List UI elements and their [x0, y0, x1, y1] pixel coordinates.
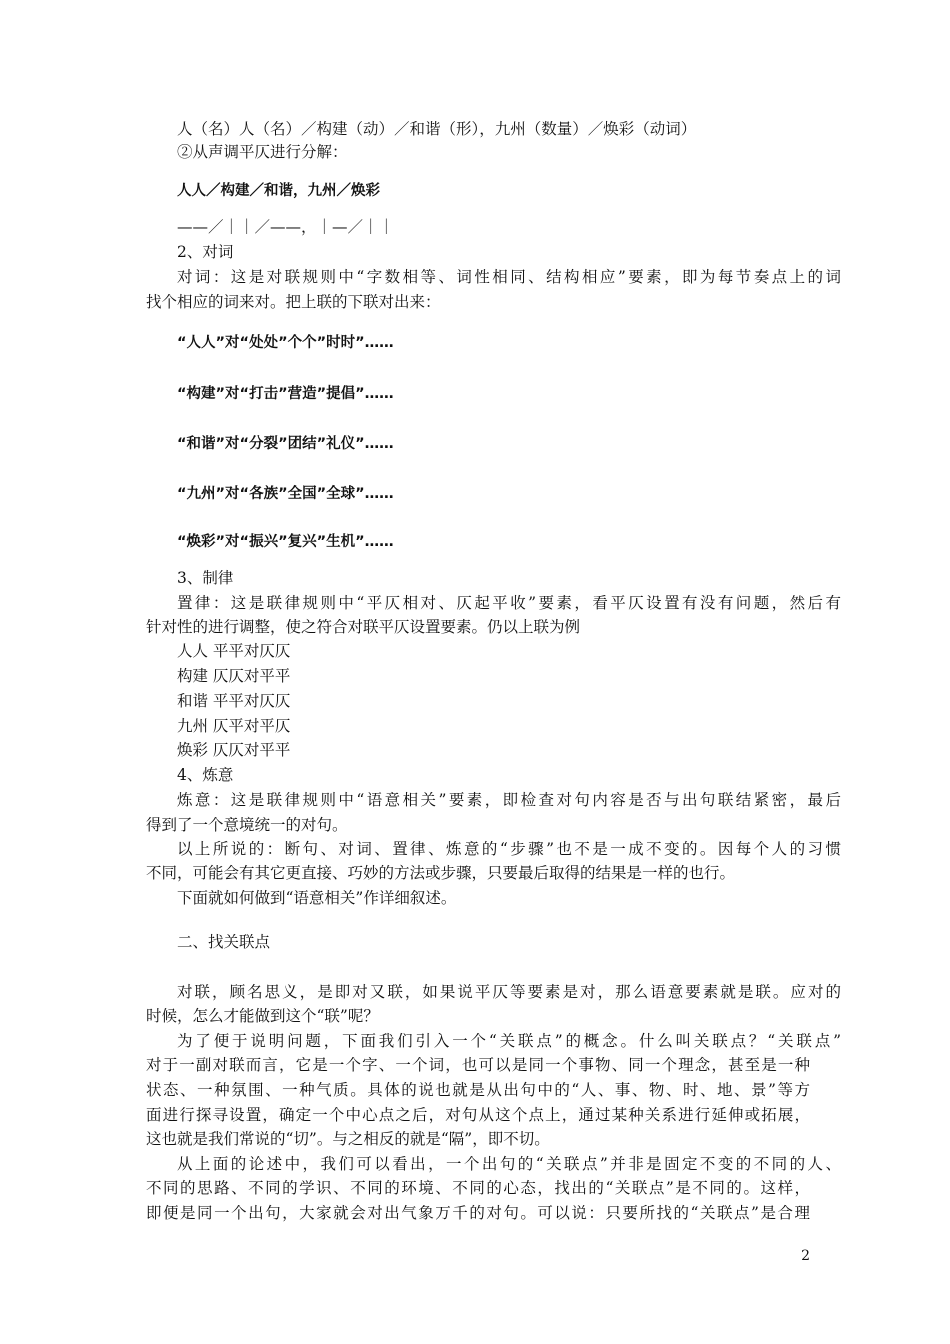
- text-line: 不同的思路、不同的学识、不同的环境、不同的心态，找出的“关联点”是不同的。这样，: [146, 1179, 810, 1197]
- bold-text-line: “焕彩”对“振兴”复兴”生机”……: [177, 534, 394, 550]
- bold-text-line: “构建”对“打击”营造”提倡”……: [177, 386, 394, 402]
- text-line: 对词：这是对联规则中“字数相等、词性相同、结构相应”要素，即为每节奏点上的词: [177, 268, 841, 286]
- text-line: 为了便于说明问题，下面我们引入一个“关联点”的概念。什么叫关联点？“关联点”: [177, 1032, 841, 1050]
- text-line: 从上面的论述中，我们可以看出，一个出句的“关联点”并非是固定不变的不同的人、: [177, 1155, 841, 1173]
- text-line: 人人 平平对仄仄: [177, 642, 291, 660]
- text-line: 对联，顾名思义，是即对又联，如果说平仄等要素是对，那么语意要素就是联。应对的: [177, 983, 841, 1001]
- text-line: 得到了一个意境统一的对句。: [146, 816, 348, 834]
- bold-text-line: “人人”对“处处”个个”时时”……: [177, 335, 394, 351]
- text-line: 构建 仄仄对平平: [177, 667, 291, 685]
- section-heading: 2、对词: [177, 243, 234, 261]
- text-line: 这也就是我们常说的“切”。与之相反的就是“隔”，即不切。: [146, 1130, 550, 1148]
- bold-text-line: “九州”对“各族”全国”全球”……: [177, 486, 394, 502]
- text-line: 不同，可能会有其它更直接、巧妙的方法或步骤，只要最后取得的结果是一样的也行。: [146, 864, 736, 882]
- text-line: 状态、一种氛围、一种气质。具体的说也就是从出句中的“人、事、物、时、地、景”等方: [146, 1081, 810, 1099]
- text-line: 即便是同一个出句，大家就会对出气象万千的对句。可以说：只要所找的“关联点”是合理: [146, 1204, 810, 1222]
- section-heading: 3、制律: [177, 569, 234, 587]
- page-number: 2: [801, 1248, 810, 1264]
- text-line: 以上所说的：断句、对词、置律、炼意的“步骤”也不是一成不变的。因每个人的习惯: [177, 840, 841, 858]
- text-line: ②从声调平仄进行分解：: [177, 143, 348, 161]
- tone-pattern-line: ——／｜｜／——，｜—／｜｜: [177, 218, 395, 236]
- text-line: 置律：这是联律规则中“平仄相对、仄起平收”要素，看平仄设置有没有问题，然后有: [177, 594, 841, 612]
- text-line: 焕彩 仄仄对平平: [177, 741, 291, 759]
- text-line: 和谐 平平对仄仄: [177, 692, 291, 710]
- text-line: 时候，怎么才能做到这个“联”呢？: [146, 1007, 379, 1025]
- text-line: 找个相应的词来对。把上联的下联对出来：: [146, 293, 441, 311]
- text-line: 面进行探寻设置，确定一个中心点之后，对句从这个点上，通过某种关系进行延伸或拓展，: [146, 1106, 810, 1124]
- section-heading: 4、炼意: [177, 766, 234, 784]
- section-heading: 二、找关联点: [177, 933, 271, 951]
- text-line: 九州 仄平对平仄: [177, 717, 291, 735]
- bold-text-line: 人人／构建／和谐，九州／焕彩: [177, 183, 380, 199]
- text-line: 对于一副对联而言，它是一个字、一个词，也可以是同一个事物、同一个理念，甚至是一种: [146, 1056, 810, 1074]
- text-line: 针对性的进行调整，使之符合对联平仄设置要素。仍以上联为例: [146, 618, 581, 636]
- text-line: 人（名）人（名）／构建（动）／和谐（形），九州（数量）／焕彩（动词）: [177, 120, 697, 138]
- bold-text-line: “和谐”对“分裂”团结”礼仪”……: [177, 436, 394, 452]
- text-line: 炼意：这是联律规则中“语意相关”要素，即检查对句内容是否与出句联结紧密，最后: [177, 791, 841, 809]
- text-line: 下面就如何做到“语意相关”作详细叙述。: [177, 889, 457, 907]
